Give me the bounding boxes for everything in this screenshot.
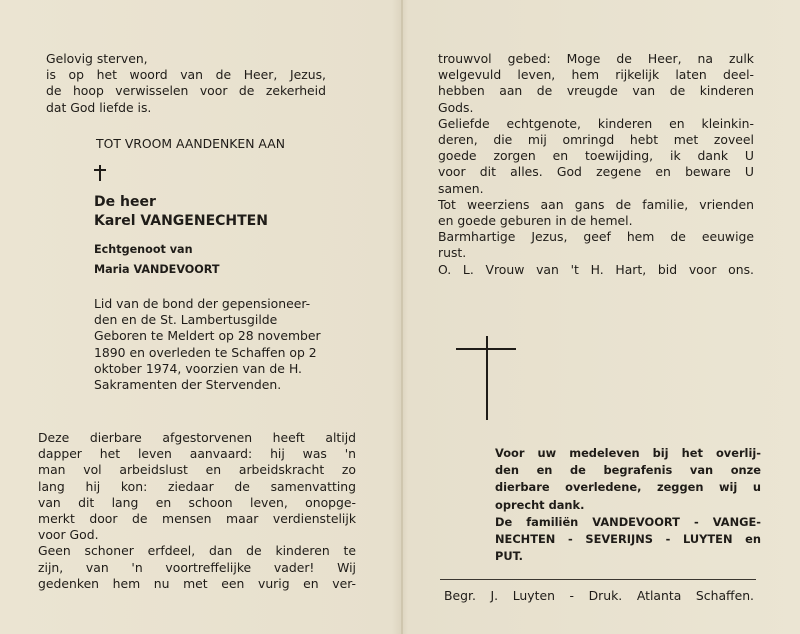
tribute-line: van dit lang en schoon leven, onopge- (38, 494, 356, 510)
bio-line: Lid van de bond der gepensioneer- (94, 296, 311, 311)
footer-line: Begr. J. Luyten - Druk. Atlanta Schaffen. (444, 588, 754, 603)
prayer-line: samen. (438, 180, 484, 196)
tribute-line: merkt door de mensen maar verdienstelijk (38, 511, 356, 527)
prayer-line: en goede geburen in de hemel. (438, 213, 633, 229)
deceased-name: Karel VANGENECHTEN (94, 213, 268, 229)
prayer-line: rust. (438, 245, 467, 261)
prayer-line: trouwvol gebed: Moge de Heer, na zulk (438, 51, 754, 66)
spouse-label: Echtgenoot van (94, 243, 193, 256)
thanks-line: den en de begrafenis van onze (495, 463, 761, 478)
prayer-line: welgevuld leven, hem rijkelijk laten deel- (438, 67, 754, 83)
intro-line: is op het woord van de Heer, Jezus, (46, 67, 326, 83)
thanks-line: dierbare overledene, zeggen wij u (495, 480, 761, 495)
prayer-line: goede zorgen en toewijding, ik dank U (438, 148, 754, 164)
bio-line: 1890 en overleden te Schaffen op 2 (94, 344, 317, 360)
prayer-line: deren, die mij omringd hebt met zoveel (438, 132, 754, 148)
tribute-line: gedenken hem nu met een vurig en ver- (38, 575, 356, 591)
cross-icon (94, 165, 106, 181)
thanks-note (495, 445, 761, 565)
tribute (38, 430, 356, 592)
thanks-line: NECHTEN - SEVERIJNS - LUYTEN en (495, 532, 761, 547)
bio-line: Sakramenten der Stervenden. (94, 377, 282, 393)
tribute-line: man vol arbeidslust en arbeidskracht zo (38, 462, 356, 478)
tribute-line: Deze dierbare afgestorvenen heeft altijd (38, 430, 356, 445)
bio-line: oktober 1974, voorzien van de H. (94, 360, 302, 376)
intro-line: dat God liefde is. (46, 99, 152, 115)
tribute-line: lang hij kon: ziedaar de samenvatting (38, 478, 356, 494)
prayer-line: Gods. (438, 99, 474, 115)
tribute-line: Geen schoner erfdeel, dan de kinderen te (38, 543, 356, 559)
title: De heer (94, 194, 156, 210)
prayer-line: Barmhartige Jezus, geef hem de eeuwige (438, 229, 754, 245)
intro-verse (46, 51, 376, 116)
thanks-line: PUT. (495, 549, 523, 564)
prayer-text (438, 51, 754, 278)
tribute-line: zijn, van 'n voortreffelijke vader! Wij (38, 559, 356, 575)
bio-line: den en de St. Lambertusgilde (94, 312, 278, 328)
spouse-name: Maria VANDEVOORT (94, 263, 220, 276)
tribute-line: dapper het leven aanvaard: hij was 'n (38, 446, 356, 462)
intro-line: de hoop verwisselen voor de zekerheid (46, 83, 326, 99)
large-cross-icon (456, 336, 516, 420)
footer-divider (440, 579, 756, 580)
thanks-line: Voor uw medeleven bij het overlij- (495, 446, 761, 460)
bio-line: Geboren te Meldert op 28 november (94, 328, 321, 344)
tribute-line: voor God. (38, 527, 99, 543)
prayer-line: Geliefde echtgenote, kinderen en kleinkin- (438, 115, 754, 131)
thanks-line: De familiën VANDEVOORT - VANGE- (495, 514, 761, 529)
card-fold (401, 0, 403, 634)
prayer-line: hebben aan de vreugde van de kinderen (438, 83, 754, 99)
prayer-line: voor dit alles. God zegene en beware U (438, 164, 754, 180)
heading: TOT VROOM AANDENKEN AAN (96, 136, 285, 151)
prayer-line: O. L. Vrouw van 't H. Hart, bid voor ons. (438, 261, 754, 277)
thanks-line: oprecht dank. (495, 497, 585, 512)
biography (94, 296, 321, 393)
printer-footer (444, 588, 754, 604)
prayer-line: Tot weerziens aan gans de familie, vrienden (438, 196, 754, 212)
intro-line: Gelovig sterven, (46, 51, 148, 66)
